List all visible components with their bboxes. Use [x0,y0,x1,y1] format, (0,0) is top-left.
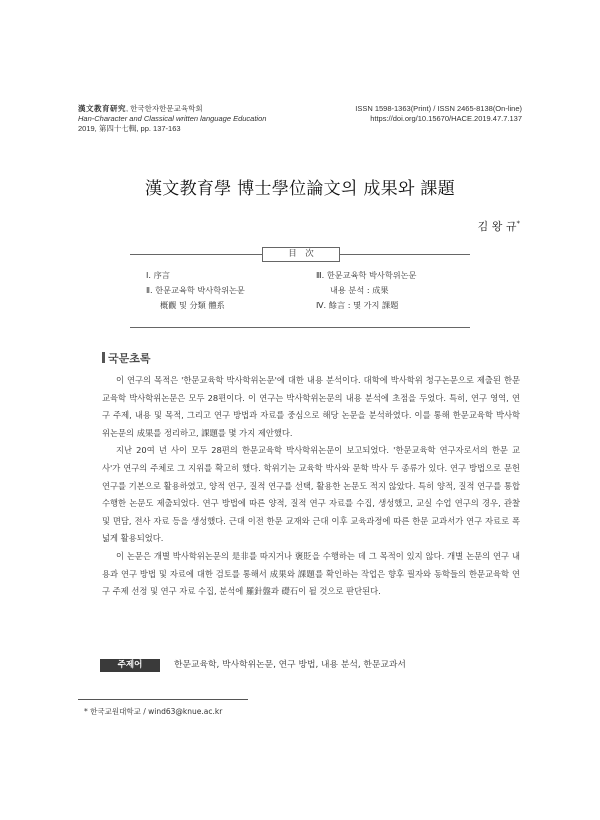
abstract-paragraph: 이 연구의 목적은 '한문교육학 박사학위논문'에 대한 내용 분석이다. 대학에 박사학위 청구논문으로 제출된 한문교육학 박사학위논문은 모두 28편이다. 이 연구는 박사학위논문의 내용 분석에 초점을 두었다. 특히, 연구 영역, 연구 주제, 내용 및 목적, 그리고 연구 방법과 자료를 중심으로 해당 논문을 분석하였다. 이를 통해 한문교육학 박사학위논문의 成果를 정리하고, 課題를 몇 가지 제안했다. [102,375,520,438]
abstract-paragraph: 지난 20여 년 사이 모두 28편의 한문교육학 박사학위논문이 보고되었다. '한문교육학 연구자로서의 한문 교사'가 연구의 주체로 그 지위를 확고히 했다. 학위기는 교육학 박사와 문학 박사 두 종류가 있다. 연구 방법으로 문헌 연구를 기본으로 활용하였고, 양적 연구, 질적 연구를 선택, 활용한 논문도 적지 않았다. 특히 양적, 질적 연구를 통합 수행한 논문도 제출되었다. 연구 방법에 따른 양적, 질적 연구 자료를 수집, 생성했고, 교실 수업 연구의 경우, 관찰 및 면담, 전사 자료 등을 생성했다. 근대 이전 한문 교재와 근대 이후 교육과정에 따른 한문 교과서가 연구 자료로 폭넓게 활용되었다. [102,445,520,544]
journal-header-right [355,104,522,124]
footnote-divider [78,699,248,700]
journal-header-left [78,104,266,134]
abstract-paragraph: 이 논문은 개별 박사학위논문의 是非를 따지거나 褒貶을 수행하는 데 그 목적이 있지 않다. 개별 논문의 연구 내용과 연구 방법 및 자료에 대한 검토를 통해서 成果와 課題를 확인하는 작업은 향후 필자와 동학들의 한문교육학 연구 주제 선정 및 연구 자료 수집, 분석에 羅針盤과 礎石이 될 것으로 판단된다. [102,550,520,597]
abstract-heading [102,350,151,366]
toc-heading: 目 次 [262,247,340,262]
toc-right-column [316,268,416,313]
toc-item[interactable]: Ⅰ. 序言 [146,270,170,280]
keywords-text: 한문교육학, 박사학위논문, 연구 방법, 내용 분석, 한문교과서 [174,660,406,670]
keywords-label: 주제어 [100,659,160,672]
author [478,218,520,234]
journal-name: 漢文教育研究 [78,104,126,113]
issn: ISSN 1598-1363(Print) / ISSN 2465-8138(On-line) [355,104,522,113]
toc-item[interactable]: 概觀 및 分類 體系 [160,300,225,310]
toc-item[interactable]: Ⅲ. 한문교육학 박사학위논문 [316,270,417,280]
volume-info: 2019, 第四十七輯, pp. 137-163 [78,124,181,133]
doi-link[interactable]: https://doi.org/10.15670/HACE.2019.47.7.137 [370,114,522,123]
toc-item[interactable]: 내용 분석 : 成果 [330,285,389,295]
toc-item[interactable]: Ⅳ. 餘言 : 몇 가지 課題 [316,300,399,310]
abstract-body [102,372,520,601]
paper-title: 漢文教育學 博士學位論文의 成果와 課題 [144,179,456,199]
journal-english-name: Han-Character and Classical written language Education [78,114,267,123]
heading-bar-icon [102,352,105,363]
toc-item[interactable]: Ⅱ. 한문교육학 박사학위논문 [146,285,245,295]
author-name: 김 왕 규 [477,220,517,233]
society-name: , 한국한자한문교육학회 [126,104,203,113]
abstract-heading-text: 국문초록 [108,352,151,365]
footnote: * 한국교원대학교 / wind63@knue.ac.kr [84,707,223,716]
author-footnote-mark[interactable]: * [516,219,520,228]
toc-left-column [146,268,245,313]
